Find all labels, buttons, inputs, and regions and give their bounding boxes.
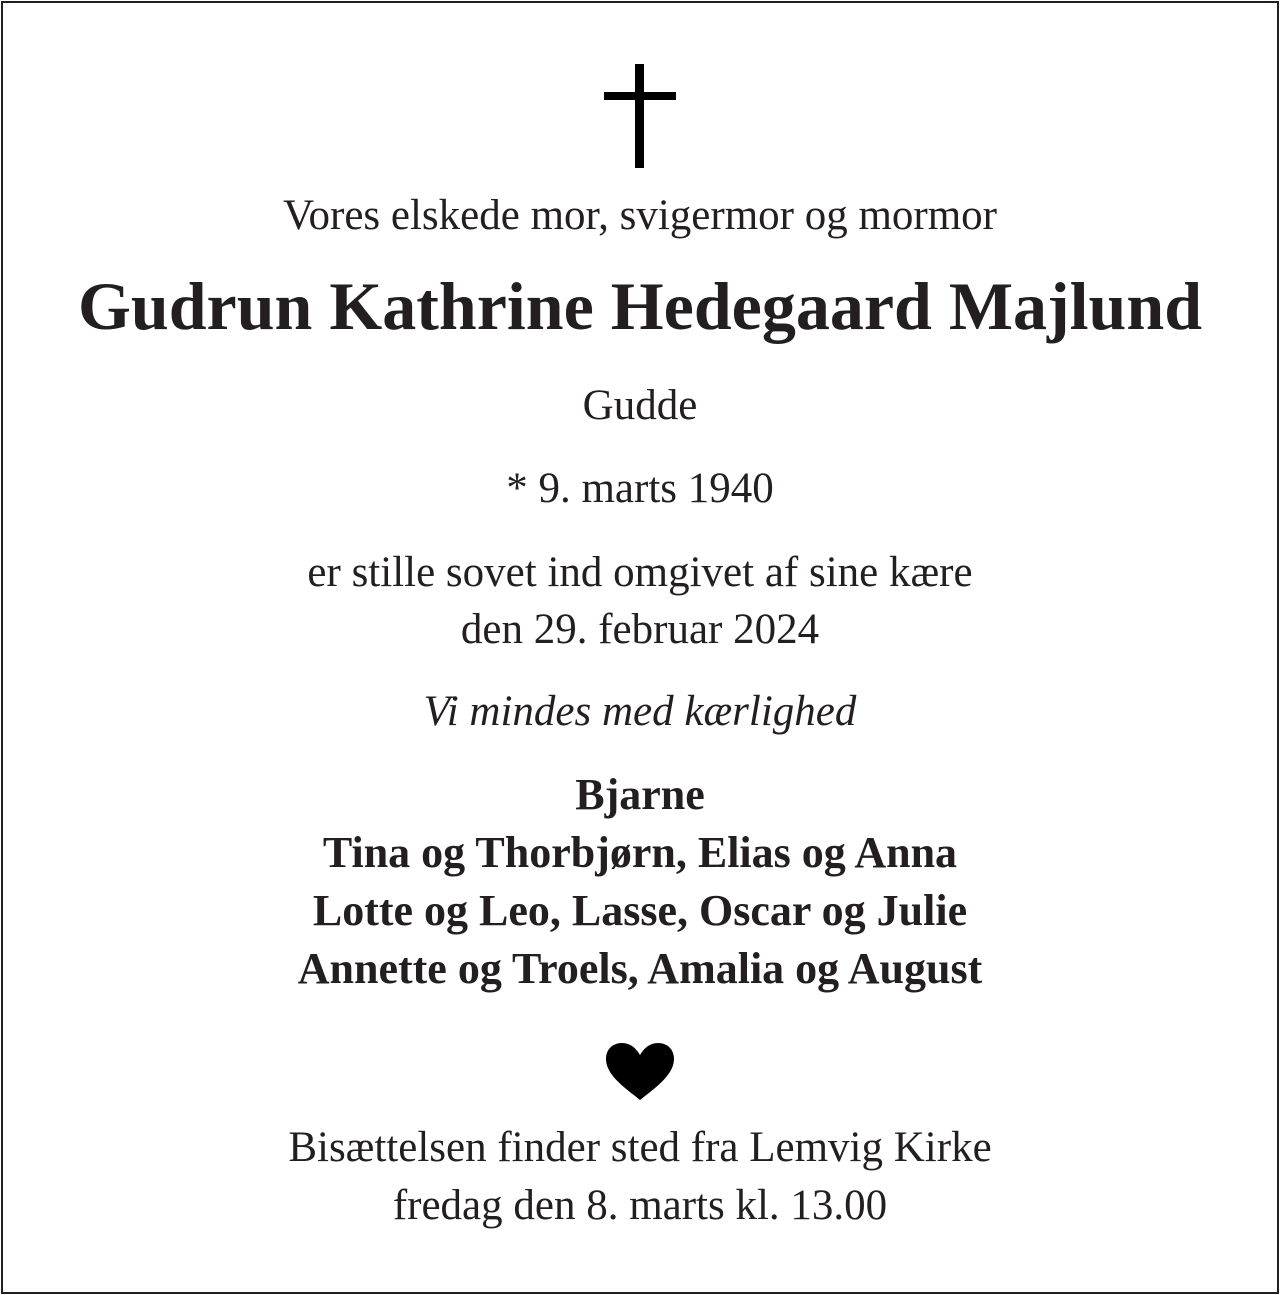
heart-icon	[604, 1042, 676, 1100]
family-member-line: Bjarne	[575, 770, 705, 819]
funeral-time: fredag den 8. marts kl. 13.00	[392, 1182, 888, 1229]
family-member-line: Tina og Thorbjørn, Elias og Anna	[322, 828, 958, 877]
birth-date: * 9. marts 1940	[506, 465, 774, 512]
memorial-phrase: Vi mindes med kærlighed	[423, 688, 857, 735]
nickname: Gudde	[582, 382, 698, 429]
cross-icon	[604, 64, 676, 168]
funeral-location: Bisættelsen finder sted fra Lemvig Kirke	[288, 1124, 992, 1171]
death-text: er stille sovet ind omgivet af sine kære	[307, 549, 973, 596]
death-date: den 29. februar 2024	[460, 606, 820, 653]
family-member-line: Annette og Troels, Amalia og August	[297, 944, 983, 993]
family-member-line: Lotte og Leo, Lasse, Oscar og Julie	[312, 886, 968, 935]
deceased-name: Gudrun Kathrine Hedegaard Majlund	[77, 268, 1203, 344]
intro-text: Vores elskede mor, svigermor og mormor	[282, 192, 997, 239]
